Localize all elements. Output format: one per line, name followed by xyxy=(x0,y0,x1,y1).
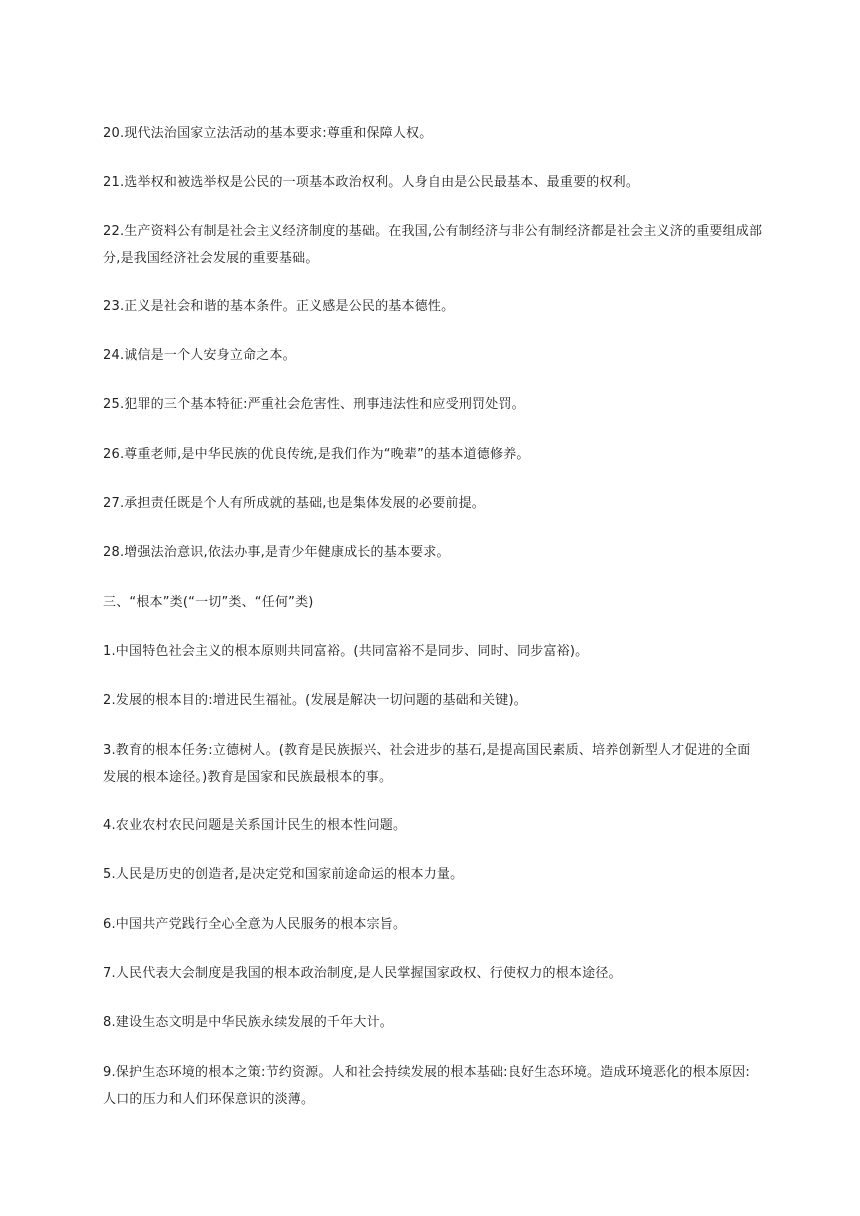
paragraph-item-7: 7.人民代表大会制度是我国的根本政治制度,是人民掌握国家政权、行使权力的根本途径。 xyxy=(103,966,622,981)
section-heading-fundamental: 三、“根本”类(“一切”类、“任何”类) xyxy=(103,595,314,610)
paragraph-item-20: 20.现代法治国家立法活动的基本要求:尊重和保障人权。 xyxy=(103,126,433,141)
paragraph-item-4: 4.农业农村农民问题是关系国计民生的根本性问题。 xyxy=(103,818,407,833)
paragraph-item-24: 24.诚信是一个人安身立命之本。 xyxy=(103,348,296,363)
paragraph-item-25: 25.犯罪的三个基本特征:严重社会危害性、刑事违法性和应受刑罚处罚。 xyxy=(103,397,525,412)
paragraph-item-3: 3.教育的根本任务:立德树人。(教育是民族振兴、社会进步的基石,是提高国民素质、培养创新型人才促进的全面发展的根本途径。)教育是国家和民族最根本的事。 xyxy=(103,743,751,785)
paragraph-item-9: 9.保护生态环境的根本之策:节约资源。人和社会持续发展的根本基础:良好生态环境。造成环境恶化的根本原因:人口的压力和人们环保意识的淡薄。 xyxy=(103,1065,750,1107)
paragraph-item-6: 6.中国共产党践行全心全意为人民服务的根本宗旨。 xyxy=(103,917,407,932)
paragraph-item-23: 23.正义是社会和谐的基本条件。正义感是公民的基本德性。 xyxy=(103,299,455,314)
paragraph-item-28: 28.增强法治意识,依法办事,是青少年健康成长的基本要求。 xyxy=(103,545,450,560)
paragraph-item-8: 8.建设生态文明是中华民族永续发展的千年大计。 xyxy=(103,1015,394,1030)
paragraph-item-21: 21.选举权和被选举权是公民的一项基本政治权利。人身自由是公民最基本、最重要的权利。 xyxy=(103,175,640,190)
paragraph-item-22: 22.生产资料公有制是社会主义经济制度的基础。在我国,公有制经济与非公有制经济都是社会主义济的重要组成部分,是我国经济社会发展的重要基础。 xyxy=(103,224,763,266)
paragraph-item-27: 27.承担责任既是个人有所成就的基础,也是集体发展的必要前提。 xyxy=(103,496,486,511)
paragraph-item-2: 2.发展的根本目的:增进民生福祉。(发展是解决一切问题的基础和关键)。 xyxy=(103,693,527,708)
paragraph-item-26: 26.尊重老师,是中华民族的优良传统,是我们作为“晚辈”的基本道德修养。 xyxy=(103,447,530,462)
paragraph-item-1: 1.中国特色社会主义的根本原则共同富裕。(共同富裕不是同步、同时、同步富裕)。 xyxy=(103,644,589,659)
paragraph-item-5: 5.人民是历史的创造者,是决定党和国家前途命运的根本力量。 xyxy=(103,867,464,882)
